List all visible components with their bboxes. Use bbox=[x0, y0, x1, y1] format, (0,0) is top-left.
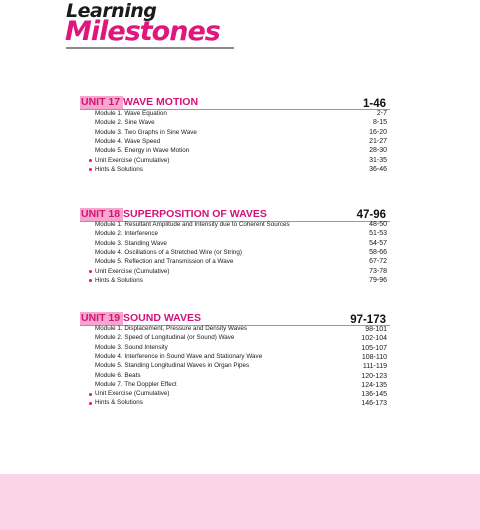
unit-title: SOUND WAVES bbox=[123, 312, 201, 324]
toc-extra-item: Hints & Solutions bbox=[95, 276, 143, 284]
toc-page-numbers: 111-119 bbox=[362, 363, 387, 371]
unit-page-range: 1-46 bbox=[362, 98, 386, 110]
unit-badge: UNIT 18 bbox=[80, 208, 123, 221]
unit-badge: UNIT 17 bbox=[80, 96, 123, 109]
toc-module-item: Module 5. Standing Longitudinal Waves in Organ Pipes bbox=[95, 362, 250, 370]
toc-page-numbers: 16-20 bbox=[369, 128, 387, 136]
toc-page-numbers: 8-15 bbox=[372, 119, 387, 127]
toc-page-numbers: 2-7 bbox=[376, 110, 387, 117]
toc-page-numbers: 58-66 bbox=[369, 248, 387, 256]
toc-page-numbers: 79-96 bbox=[369, 276, 387, 284]
toc-module-item: Module 2. Speed of Longitudinal (or Sound) Wave bbox=[95, 334, 235, 342]
toc-module-item: Module 3. Two Graphs in Sine Wave bbox=[95, 128, 197, 136]
toc-extra-item: Hints & Solutions bbox=[95, 399, 143, 407]
toc-module-item: Module 3. Sound Intensity bbox=[95, 343, 168, 351]
toc-module-item: Module 3. Standing Wave bbox=[95, 239, 167, 247]
unit-page-range: 97-173 bbox=[350, 314, 386, 326]
unit-page-range: 47-96 bbox=[356, 209, 386, 221]
toc-module-item: Module 6. Beats bbox=[95, 371, 141, 379]
toc-module-item: Module 5. Reflection and Transmission of a Wave bbox=[95, 258, 234, 266]
toc-page-numbers: 31-35 bbox=[369, 156, 387, 164]
toc-page-numbers: 105-107 bbox=[361, 344, 387, 352]
toc-module-item: Module 4. Wave Speed bbox=[95, 137, 161, 145]
toc-page-numbers: 102-104 bbox=[361, 335, 387, 343]
toc-page-numbers: 136-145 bbox=[361, 391, 387, 399]
toc-page-numbers: 54-57 bbox=[369, 239, 387, 247]
toc-module-item: Module 7. The Doppler Effect bbox=[95, 380, 177, 388]
toc-module-item: Module 4. Oscillations of a Stretched Wire (or String) bbox=[95, 248, 242, 256]
unit-title: SUPERPOSITION OF WAVES bbox=[123, 208, 267, 220]
toc-page-numbers: 120-123 bbox=[361, 372, 387, 380]
toc-page-numbers: 146-173 bbox=[361, 400, 387, 408]
toc-module-item: Module 4. Interference in Sound Wave and Stationary Wave bbox=[95, 352, 263, 360]
toc-extra-item: Unit Exercise (Cumulative) bbox=[95, 390, 170, 398]
footer-band bbox=[0, 474, 480, 530]
toc-page-numbers: 21-27 bbox=[369, 137, 387, 145]
toc-page-numbers: 73-78 bbox=[369, 267, 387, 275]
toc-page-numbers: 51-53 bbox=[369, 230, 387, 238]
toc-module-item: Module 5. Energy in Wave Motion bbox=[95, 147, 190, 155]
toc-page-numbers: 48-50 bbox=[369, 221, 387, 228]
toc-extra-item: Hints & Solutions bbox=[95, 165, 143, 173]
toc-page-numbers: 28-30 bbox=[369, 147, 387, 155]
toc-module-item: Module 2. Sine Wave bbox=[95, 119, 155, 127]
toc-module-item: Module 2. Interference bbox=[95, 230, 159, 238]
unit-title: WAVE MOTION bbox=[123, 96, 199, 108]
unit-badge: UNIT 19 bbox=[80, 312, 123, 325]
toc-extra-item: Unit Exercise (Cumulative) bbox=[95, 156, 170, 164]
toc-module-item: Module 1. Wave Equation bbox=[95, 110, 167, 117]
header-rule bbox=[66, 47, 234, 49]
header-milestones: Milestones bbox=[65, 16, 220, 47]
toc-page-numbers: 108-110 bbox=[361, 353, 387, 361]
toc-page-numbers: 67-72 bbox=[369, 258, 387, 266]
toc-page-numbers: 98-101 bbox=[365, 326, 387, 333]
toc-module-item: Module 1. Resultant Amplitude and Intensity due to Coherent Sources bbox=[95, 221, 290, 228]
toc-extra-item: Unit Exercise (Cumulative) bbox=[95, 267, 170, 275]
toc-module-item: Module 1. Displacement, Pressure and Density Waves bbox=[95, 325, 248, 332]
toc-page-numbers: 36-46 bbox=[369, 165, 387, 173]
header-learning: Learning bbox=[66, 0, 157, 22]
toc-page-numbers: 124-135 bbox=[361, 381, 387, 389]
